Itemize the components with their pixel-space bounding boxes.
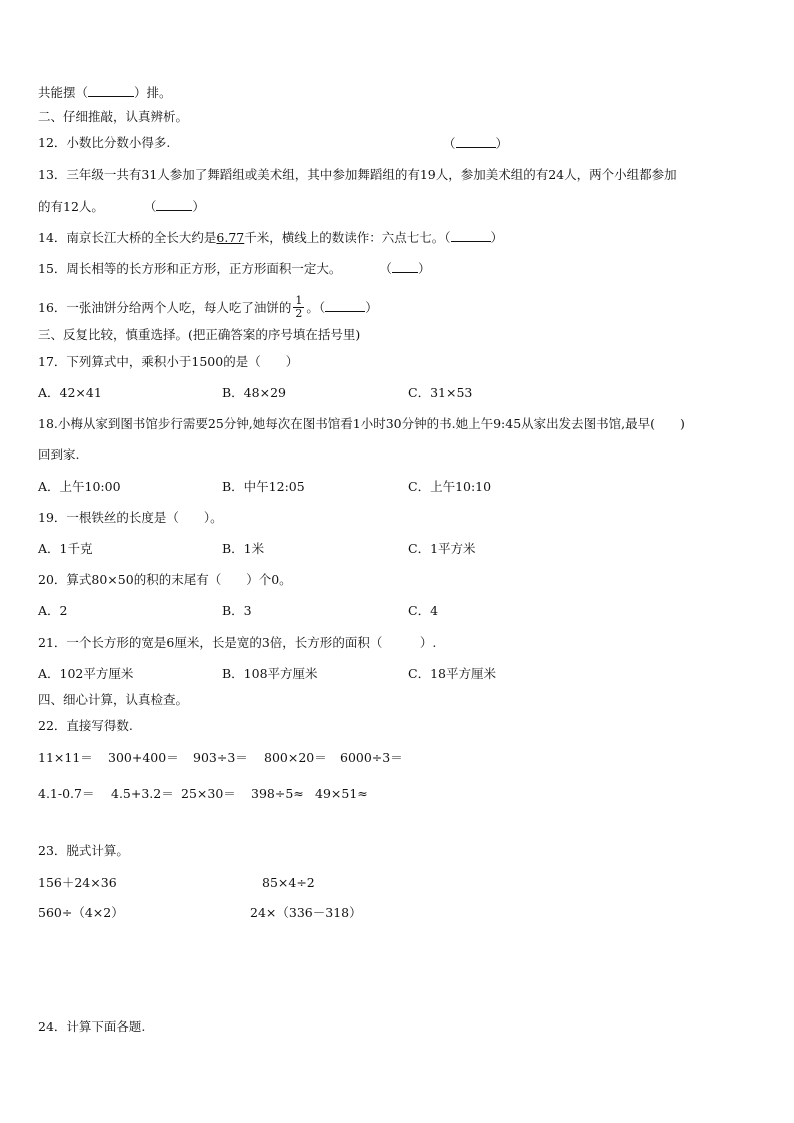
expression: 560÷（4×2） bbox=[38, 905, 124, 920]
bracket-close: ） bbox=[192, 199, 205, 214]
question-11-continuation bbox=[38, 84, 172, 101]
question-22-title: 22．直接写得数. bbox=[38, 718, 133, 733]
option-a[interactable]: A．上午10:00 bbox=[38, 479, 121, 494]
question-text: 12．小数比分数小得多. bbox=[38, 135, 171, 150]
option-b[interactable]: B．48×29 bbox=[222, 385, 286, 400]
calc-item: 398÷5≈ bbox=[251, 786, 304, 801]
option-a[interactable]: A．1千克 bbox=[38, 541, 93, 556]
calc-item: 300+400＝ bbox=[108, 750, 179, 765]
answer-blank[interactable] bbox=[392, 260, 418, 273]
question-text: 15．周长相等的长方形和正方形，正方形面积一定大。 bbox=[38, 261, 342, 276]
question-text: 14．南京长江大桥的全长大约是 bbox=[38, 230, 217, 245]
expression: 24×（336－318） bbox=[250, 905, 362, 920]
answer-blank[interactable] bbox=[456, 135, 496, 148]
option-b[interactable]: B．1米 bbox=[222, 541, 265, 556]
question-text: 16．一张油饼分给两个人吃，每人吃了油饼的 bbox=[38, 300, 292, 315]
answer-blank[interactable] bbox=[325, 299, 365, 312]
option-b[interactable]: B．3 bbox=[222, 603, 252, 618]
expression: 85×4÷2 bbox=[262, 875, 315, 890]
option-a[interactable]: A．2 bbox=[38, 603, 68, 618]
bracket-close: ） bbox=[417, 261, 431, 276]
calc-item: 11×11＝ bbox=[38, 750, 93, 765]
question-13-line-1: 13．三年级一共有31人参加了舞蹈组或美术组，其中参加舞蹈组的有19人，参加美术组的有24人，两个小组都参加 bbox=[38, 167, 677, 182]
bracket-close: ） bbox=[495, 136, 509, 151]
option-c[interactable]: C．31×53 bbox=[408, 385, 473, 400]
option-c[interactable]: C．上午10:10 bbox=[408, 479, 492, 494]
calc-item: 4.1-0.7＝ bbox=[38, 786, 95, 801]
bracket-open: （ bbox=[443, 136, 456, 151]
question-12 bbox=[38, 135, 170, 151]
section-2-heading: 二、仔细推敲，认真辨析。 bbox=[38, 109, 189, 124]
calc-item: 903÷3＝ bbox=[193, 750, 248, 765]
underlined-number: 6.77 bbox=[216, 230, 245, 245]
question-20: 20．算式80×50的积的末尾有（ ）个0。 bbox=[38, 572, 292, 587]
question-text: 。（ bbox=[306, 300, 326, 315]
answer-blank[interactable] bbox=[88, 84, 134, 97]
answer-blank[interactable] bbox=[451, 229, 491, 242]
question-12-answer bbox=[443, 135, 508, 152]
question-13-line-2 bbox=[38, 198, 205, 215]
question-text: ）排。 bbox=[134, 85, 172, 100]
question-21: 21．一个长方形的宽是6厘米，长是宽的3倍，长方形的面积（ ）. bbox=[38, 635, 437, 650]
calc-item: 6000÷3＝ bbox=[340, 750, 403, 765]
option-a[interactable]: A．102平方厘米 bbox=[38, 666, 134, 681]
question-17: 17．下列算式中，乘积小于1500的是（ ） bbox=[38, 354, 299, 369]
question-15 bbox=[38, 260, 430, 277]
question-16 bbox=[38, 296, 378, 321]
calc-item: 800×20＝ bbox=[264, 750, 327, 765]
expression: 156＋24×36 bbox=[38, 875, 117, 890]
section-4-heading: 四、细心计算，认真检查。 bbox=[38, 692, 189, 707]
section-3-heading: 三、反复比较，慎重选择。(把正确答案的序号填在括号里) bbox=[38, 327, 361, 342]
option-c[interactable]: C．4 bbox=[408, 603, 439, 618]
option-b[interactable]: B．中午12:05 bbox=[222, 479, 305, 494]
question-14 bbox=[38, 229, 503, 246]
bracket-open: （ bbox=[379, 261, 392, 276]
question-text: 的有12人。 bbox=[38, 199, 104, 214]
question-23-title: 23．脱式计算。 bbox=[38, 843, 129, 858]
answer-blank[interactable] bbox=[156, 198, 192, 211]
bracket-open: （ bbox=[143, 199, 157, 214]
option-b[interactable]: B．108平方厘米 bbox=[222, 666, 318, 681]
calc-item: 25×30＝ bbox=[181, 786, 236, 801]
bracket-close: ） bbox=[490, 230, 504, 245]
calc-item: 49×51≈ bbox=[315, 786, 368, 801]
option-c[interactable]: C．18平方厘米 bbox=[408, 666, 496, 681]
question-18-line-2: 回到家. bbox=[38, 447, 80, 462]
option-a[interactable]: A．42×41 bbox=[38, 385, 102, 400]
calc-item: 4.5+3.2＝ bbox=[111, 786, 174, 801]
fraction-one-half: $\frac{1}{2}$ bbox=[295, 294, 303, 320]
question-19: 19．一根铁丝的长度是（ ）。 bbox=[38, 510, 223, 525]
question-24-title: 24．计算下面各题. bbox=[38, 1019, 146, 1034]
bracket-close: ） bbox=[365, 300, 378, 315]
option-c[interactable]: C．1平方米 bbox=[408, 541, 476, 556]
question-text: 千米，横线上的数读作：六点七七。（ bbox=[244, 230, 451, 245]
question-18-line-1: 18.小梅从家到图书馆步行需要25分钟,她每次在图书馆看1小时30分钟的书.她上午9:45从家出发去图书馆,最早( ) bbox=[38, 416, 685, 431]
question-text: 共能摆（ bbox=[38, 85, 89, 100]
